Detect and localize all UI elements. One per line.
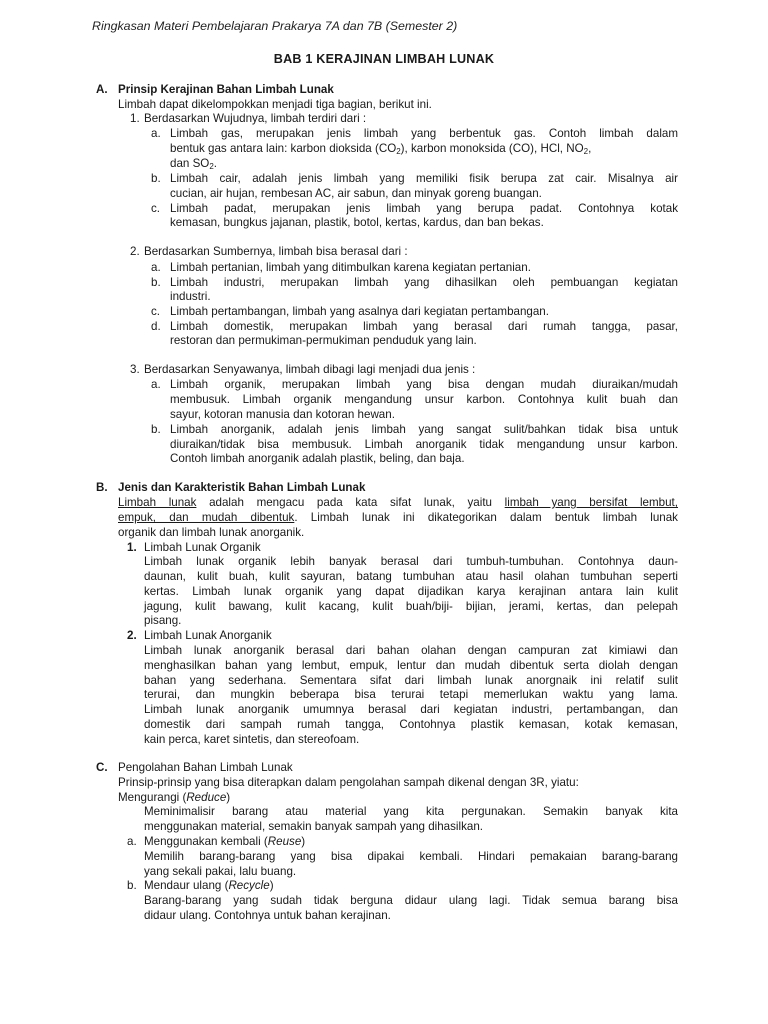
text-line: Limbah domestik, merupakan limbah yang berasal dari rumah tangga, pasar, xyxy=(170,320,678,333)
text-line: kemasan, bungkus jajanan, plastik, botol, kertas, kardus, dan ban bekas. xyxy=(170,216,544,229)
list-letter: c. xyxy=(151,305,161,318)
text-line: kain perca, karet sintetis, dan stereofoam. xyxy=(144,733,360,746)
section-b-heading: Jenis dan Karakteristik Bahan Limbah Lunak xyxy=(118,481,366,494)
text-line: menghasilkan bahan yang lembut, empuk, lentur dan mudah dibentuk serta diolah dengan xyxy=(144,659,678,672)
group2-heading: Berdasarkan Sumbernya, limbah bisa berasal dari : xyxy=(144,245,408,258)
text-line: Meminimalisir barang atau material yang kita pergunakan. Semakin banyak kita xyxy=(144,805,678,818)
list-number: 2. xyxy=(130,245,140,258)
page-header: Ringkasan Materi Pembelajaran Prakarya 7A dan 7B (Semester 2) xyxy=(92,19,458,33)
text-line: didaur ulang. Contohnya untuk bahan kerajinan. xyxy=(144,909,391,922)
text-line: dan $SO_2$. xyxy=(170,157,218,171)
text-line: terurai, dan mungkin beberapa bisa terurai tetapi memerlukan waktu yang lama. xyxy=(144,688,678,701)
section-c-heading: Pengolahan Bahan Limbah Lunak xyxy=(118,761,293,774)
recycle-heading: Mendaur ulang (Recycle) xyxy=(144,879,274,892)
list-number: 1. xyxy=(127,541,137,554)
text-line: Limbah gas, merupakan jenis limbah yang berbentuk gas. Contoh limbah dalam xyxy=(170,127,678,140)
group1-heading: Berdasarkan Wujudnya, limbah terdiri dari : xyxy=(144,112,367,125)
text-line: yang sekali pakai, lalu buang. xyxy=(144,865,297,878)
list-letter: b. xyxy=(151,172,161,185)
text-line: kertas. Limbah lunak organik yang dapat dijadikan karya kerajinan antara lain kulit xyxy=(144,585,678,598)
text-line: menggunakan material, semakin banyak sampah yang dihasilkan. xyxy=(144,820,483,833)
text-line: organik dan limbah lunak anorganik. xyxy=(118,526,305,539)
list-letter: b. xyxy=(151,276,161,289)
list-number: 3. xyxy=(130,363,140,376)
text-line: Limbah pertambangan, limbah yang asalnya dari kegiatan pertambangan. xyxy=(170,305,549,318)
text-line: Limbah lunak adalah mengacu pada kata sifat lunak, yaitu limbah yang bersifat lembut, xyxy=(118,496,679,509)
text-line: sayur, kotoran manusia dan kotoran hewan. xyxy=(170,408,395,421)
text-line: Limbah lunak anorganik berasal dari bahan olahan dengan campuran zat kimiawi dan xyxy=(144,644,678,657)
chapter-title: BAB 1 KERAJINAN LIMBAH LUNAK xyxy=(273,52,495,66)
text-line: pisang. xyxy=(144,614,182,627)
text-line: cucian, air hujan, rembesan AC, air sabun, dan minyak goreng buangan. xyxy=(170,187,542,200)
reuse-heading: Menggunakan kembali (Reuse) xyxy=(144,835,306,848)
text-line: bahan yang sederhana. Sementara sifat dari limbah lunak anorgnaik ini relatif sulit xyxy=(144,674,678,687)
section-c-intro: Prinsip-prinsip yang bisa diterapkan dalam pengolahan sampah dikenal dengan 3R, yiatu: xyxy=(118,776,579,789)
section-b-marker: B. xyxy=(96,481,108,494)
text-line: Limbah organik, merupakan limbah yang bisa dengan mudah diuraikan/mudah xyxy=(170,378,678,391)
text-line: Limbah pertanian, limbah yang ditimbulkan karena kegiatan pertanian. xyxy=(170,261,531,274)
list-number: 2. xyxy=(127,629,137,642)
text-line: Limbah lunak organik lebih banyak berasal dari tumbuh-tumbuhan. Contohnya daun- xyxy=(144,555,678,568)
list-letter: d. xyxy=(151,320,161,333)
text-line: Limbah lunak anorganik umumnya berasal dari kegiatan industri, pertambangan, dan xyxy=(144,703,678,716)
text-line: Contoh limbah anorganik adalah plastik, beling, dan baja. xyxy=(170,452,465,465)
list-letter: b. xyxy=(127,879,137,892)
text-line: daunan, kulit buah, kulit sayuran, batang tumbuhan atau hasil olahan tumbuhan seperti xyxy=(144,570,678,583)
text-line xyxy=(170,142,678,157)
text-line: membusuk. Limbah organik mengandung unsur karbon. Contohnya kulit buah dan xyxy=(170,393,678,406)
section-c-marker: C. xyxy=(96,761,108,774)
text-line: diuraikan/tidak bisa membusuk. Limbah anorganik tidak mengandung unsur karbon. xyxy=(170,438,678,451)
list-letter: a. xyxy=(127,835,137,848)
text-line: restoran dan permukiman-permukiman penduduk yang lain. xyxy=(170,334,477,347)
list-letter: a. xyxy=(151,378,161,391)
text-line: Limbah cair, adalah jenis limbah yang memiliki fisik berupa zat cair. Misalnya air xyxy=(170,172,678,185)
text-line: Memilih barang-barang yang bisa dipakai kembali. Hindari pemakaian barang-barang xyxy=(144,850,678,863)
inorganic-heading: Limbah Lunak Anorganik xyxy=(144,629,272,642)
section-a-marker: A. xyxy=(96,83,108,96)
reduce-heading: Mengurangi (Reduce) xyxy=(118,791,231,804)
text-line: Limbah anorganik, adalah jenis limbah yang sangat sulit/bahkan tidak bisa untuk xyxy=(170,423,678,436)
text-line: Barang-barang yang sudah tidak berguna didaur ulang lagi. Tidak semua barang bisa xyxy=(144,894,678,907)
list-letter: b. xyxy=(151,423,161,436)
text-line: Limbah industri, merupakan limbah yang dihasilkan oleh pembuangan kegiatan xyxy=(170,276,678,289)
list-letter: a. xyxy=(151,261,161,274)
section-a-heading: Prinsip Kerajinan Bahan Limbah Lunak xyxy=(118,83,334,96)
text-line: domestik dari sampah rumah tangga, Contohnya plastik kemasan, kotak kemasan, xyxy=(144,718,678,731)
text-fragment: bentuk gas antara lain: karbon dioksida $(CO_2)$, karbon monoksida (CO), HCl, $NO_2$, xyxy=(170,142,592,156)
text-line: empuk, dan mudah dibentuk. Limbah lunak ini dikategorikan dalam bentuk limbah lunak xyxy=(118,511,678,524)
list-letter: c. xyxy=(151,202,161,215)
list-number: 1. xyxy=(130,112,140,125)
list-letter: a. xyxy=(151,127,161,140)
group3-heading: Berdasarkan Senyawanya, limbah dibagi lagi menjadi dua jenis : xyxy=(144,363,476,376)
text-line: Limbah padat, merupakan jenis limbah yang berupa padat. Contohnya kotak xyxy=(170,202,678,215)
section-a-intro: Limbah dapat dikelompokkan menjadi tiga bagian, berikut ini. xyxy=(118,98,432,111)
text-line: jagung, kulit bawang, kulit kacang, kulit buah/biji- bijian, jerami, kertas, dan pelepah xyxy=(144,600,678,613)
text-line: industri. xyxy=(170,290,211,303)
organic-heading: Limbah Lunak Organik xyxy=(144,541,261,554)
